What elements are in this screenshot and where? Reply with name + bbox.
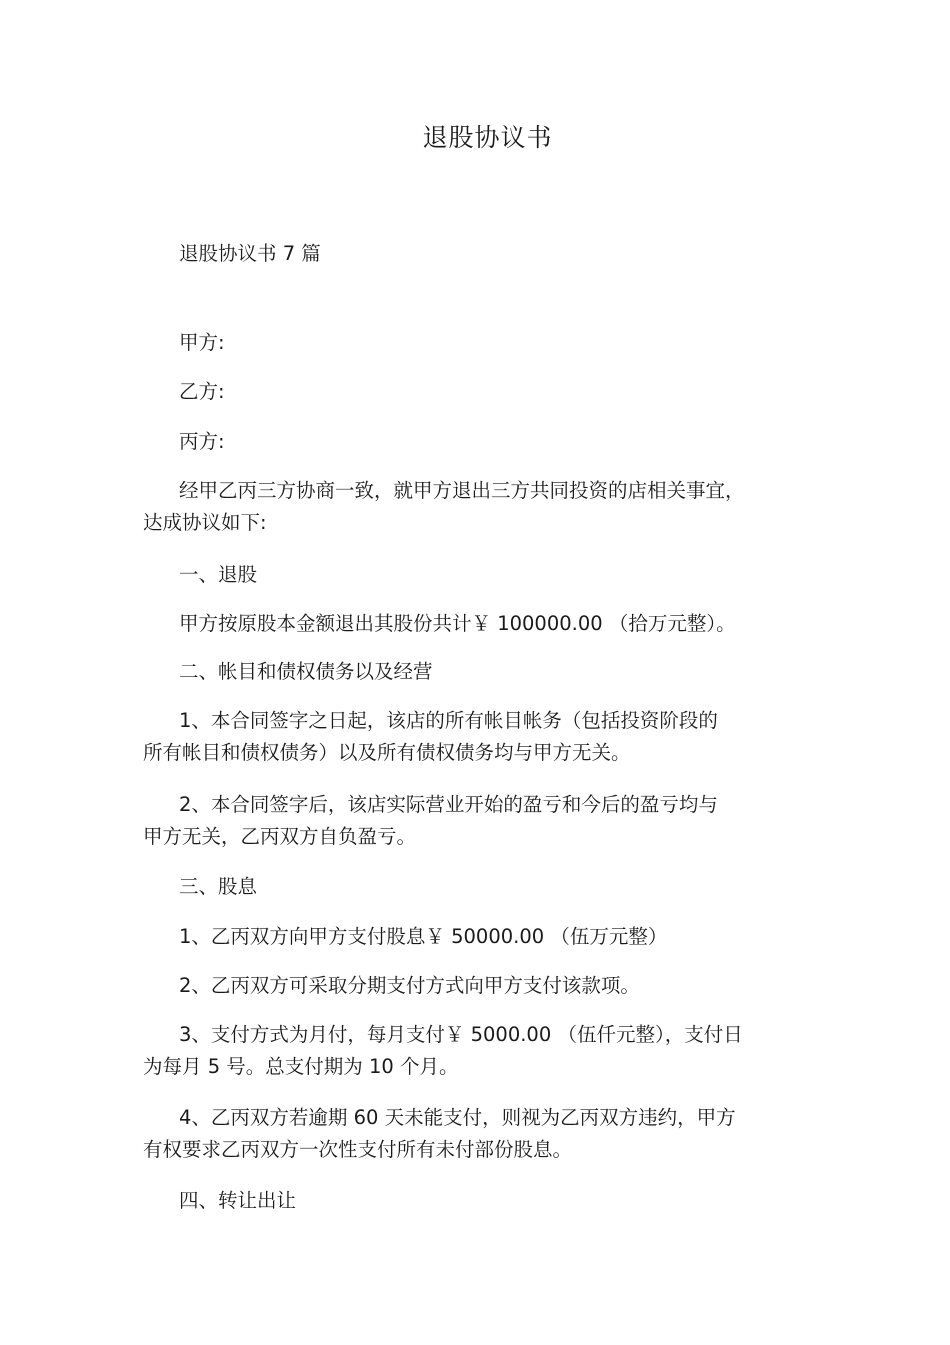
party-c-label xyxy=(143,426,803,458)
section-1-heading-text: 一、退股 xyxy=(179,563,258,586)
section-3-heading-text: 三、股息 xyxy=(179,875,258,898)
document-subtitle xyxy=(143,238,803,270)
subtitle-text: 退股协议书 7 篇 xyxy=(179,242,321,265)
section-2-clause-2 xyxy=(143,789,803,853)
section-3-clause-1-text: 1、乙丙双方向甲方支付股息￥ 50000.00 （伍万元整） xyxy=(179,925,668,948)
party-b-label xyxy=(143,376,803,408)
section-1-clause-text: 甲方按原股本金额退出其股份共计￥ 100000.00 （拾万元整）。 xyxy=(179,612,736,635)
section-3-clause-1 xyxy=(143,921,803,953)
section-2-clause-1-line-1: 1、本合同签字之日起，该店的所有帐目帐务（包括投资阶段的 xyxy=(179,709,718,732)
party-a-label xyxy=(143,327,803,359)
section-3-clause-4-line-2: 有权要求乙丙双方一次性支付所有未付部份股息。 xyxy=(143,1138,573,1161)
section-3-clause-3-line-2: 为每月 5 号。总支付期为 10 个月。 xyxy=(143,1055,459,1078)
section-2-clause-1-line-2: 所有帐目和债权债务）以及所有债权债务均与甲方无关。 xyxy=(143,741,631,764)
intro-paragraph xyxy=(143,475,803,539)
party-b-text: 乙方: xyxy=(179,380,225,403)
party-a-text: 甲方: xyxy=(179,331,225,354)
section-4-heading xyxy=(143,1185,803,1217)
section-3-clause-2-text: 2、乙丙双方可采取分期支付方式向甲方支付该款项。 xyxy=(179,974,640,997)
section-2-heading-text: 二、帐目和债权债务以及经营 xyxy=(179,660,433,683)
section-3-clause-3 xyxy=(143,1019,803,1083)
section-2-clause-1 xyxy=(143,705,803,769)
section-3-clause-2 xyxy=(143,970,803,1002)
intro-line-1: 经甲乙丙三方协商一致，就甲方退出三方共同投资的店相关事宜， xyxy=(179,479,745,502)
section-1-clause xyxy=(143,608,803,640)
document-title: 退股协议书 xyxy=(422,123,553,152)
section-2-clause-2-line-2: 甲方无关，乙丙双方自负盈亏。 xyxy=(143,825,417,848)
section-1-heading xyxy=(143,559,803,591)
section-3-clause-4 xyxy=(143,1102,803,1166)
party-c-text: 丙方: xyxy=(179,430,225,453)
section-4-heading-text: 四、转让出让 xyxy=(179,1189,297,1212)
section-3-heading xyxy=(143,871,803,903)
intro-line-2: 达成协议如下: xyxy=(143,511,267,534)
section-2-clause-2-line-1: 2、本合同签字后，该店实际营业开始的盈亏和今后的盈亏均与 xyxy=(179,793,718,816)
section-3-clause-3-line-1: 3、支付方式为月付，每月支付￥ 5000.00 （伍仟元整），支付日 xyxy=(179,1023,743,1046)
section-2-heading xyxy=(143,656,803,688)
section-3-clause-4-line-1: 4、乙丙双方若逾期 60 天未能支付，则视为乙丙双方违约，甲方 xyxy=(179,1106,736,1129)
